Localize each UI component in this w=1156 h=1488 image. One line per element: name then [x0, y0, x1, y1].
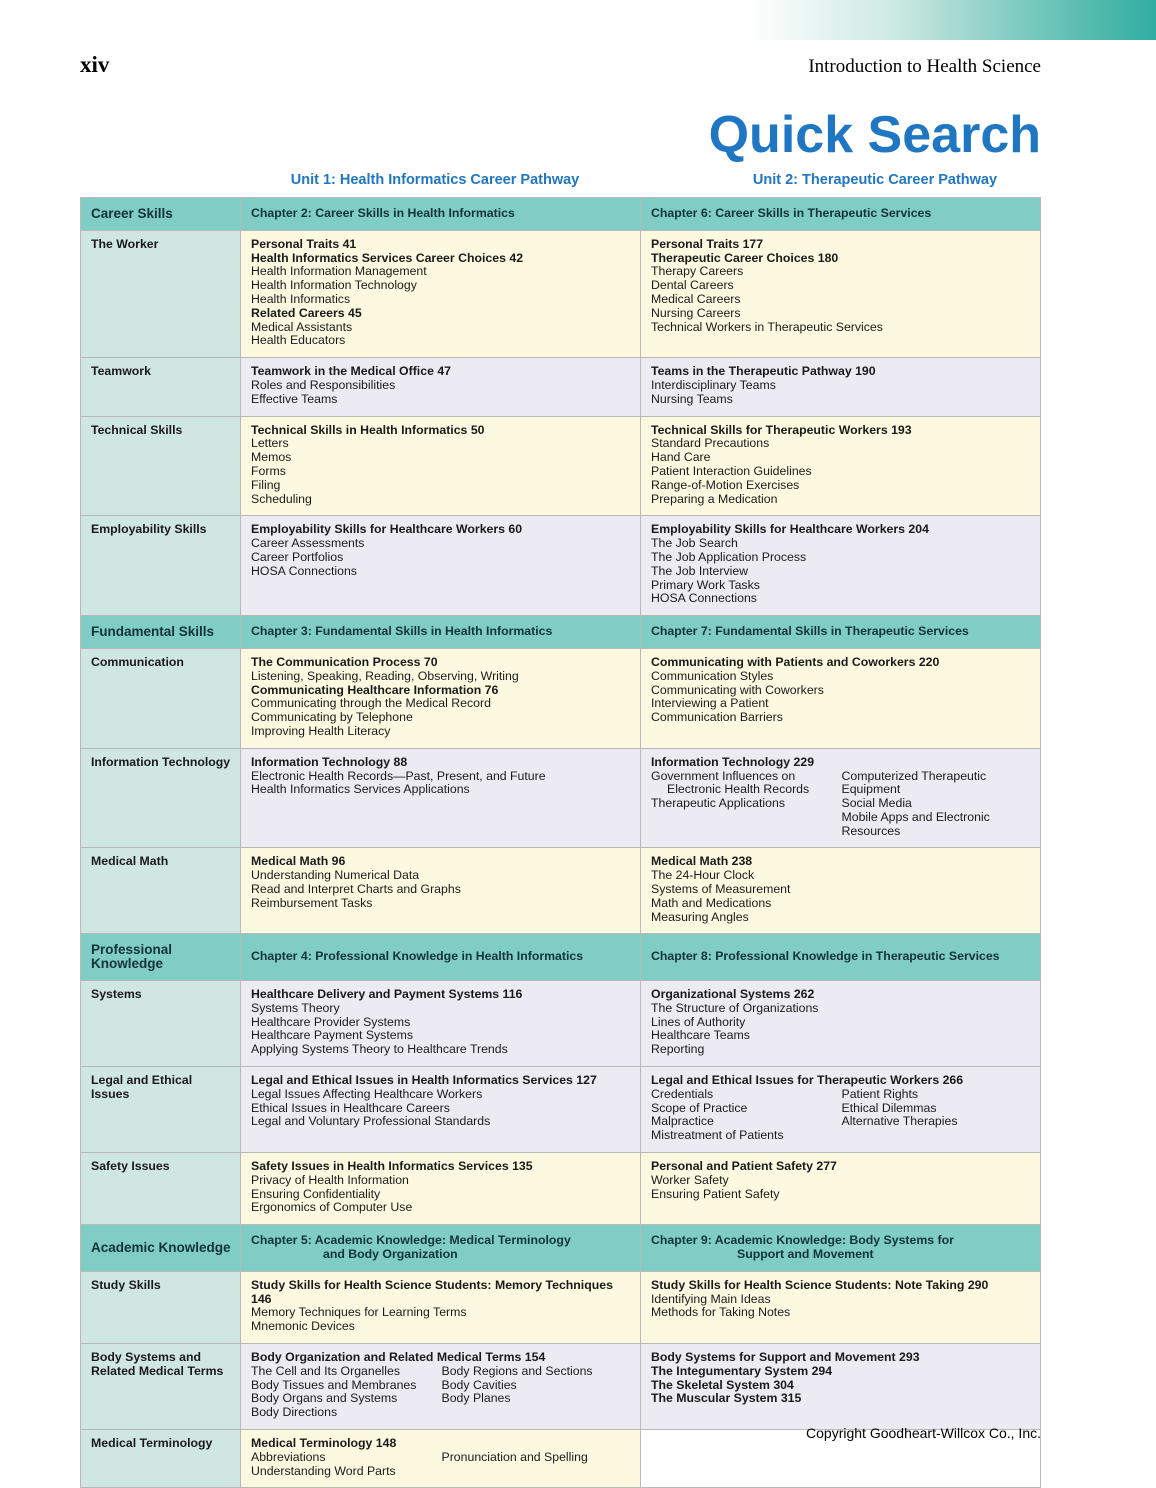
entry-heading: Teamwork in the Medical Office 47	[251, 364, 451, 379]
entry-sub: Range-of-Motion Exercises	[651, 477, 800, 492]
cell-technical-skills-unit1	[241, 416, 641, 516]
entry-heading: Employability Skills for Healthcare Workers 60	[251, 522, 523, 537]
table-row	[81, 648, 1041, 748]
entry-sub: Mobile Apps and Electronic Resources	[841, 809, 990, 838]
chapter-line-1: Chapter 9: Academic Knowledge: Body Systems for	[651, 1233, 954, 1248]
table-row	[81, 981, 1041, 1067]
cell-systems-unit1	[241, 981, 641, 1067]
entry-sub: Worker Safety	[651, 1172, 729, 1187]
copyright-notice: Copyright Goodheart-Willcox Co., Inc.	[806, 1425, 1041, 1441]
entry-sub: Interdisciplinary Teams	[651, 377, 776, 392]
cell-employability-unit1	[241, 516, 641, 616]
table-row	[81, 1271, 1041, 1343]
section-label: Professional Knowledge	[81, 934, 241, 981]
row-label-safety-issues: Safety Issues	[81, 1153, 241, 1225]
page-number: xiv	[80, 52, 110, 77]
section-chapter-unit1: Chapter 2: Career Skills in Health Informatics	[241, 198, 641, 231]
cell-study-skills-unit1	[241, 1271, 641, 1343]
running-head: Introduction to Health Science	[808, 56, 1041, 77]
cell-teamwork-unit2	[641, 358, 1041, 416]
cell-employability-unit2	[641, 516, 1041, 616]
entry-sub: Primary Work Tasks	[651, 577, 760, 592]
entry-heading: Information Technology 229	[651, 754, 815, 769]
entry-sub: Privacy of Health Information	[251, 1172, 409, 1187]
entry-sub: Reporting	[651, 1042, 705, 1057]
entry-heading: The Muscular System 315	[651, 1391, 802, 1406]
entry-sub: The Job Application Process	[651, 549, 807, 564]
cell-study-skills-unit2	[641, 1271, 1041, 1343]
table-row	[81, 1344, 1041, 1430]
entry-heading: Study Skills for Health Science Students: Memory Techniques 146	[251, 1277, 613, 1306]
entry-sub: Career Assessments	[251, 536, 365, 551]
row-label-study-skills: Study Skills	[81, 1271, 241, 1343]
entry-heading: Legal and Ethical Issues for Therapeutic Workers 266	[651, 1073, 964, 1088]
entry-heading: Personal and Patient Safety 277	[651, 1159, 837, 1174]
row-label-the-worker: The Worker	[81, 230, 241, 357]
entry-sub: Body Cavities	[441, 1377, 517, 1392]
entry-sub: Listening, Speaking, Reading, Observing, Writing	[251, 668, 519, 683]
chapter-line-2: Support and Movement	[737, 1247, 874, 1262]
entry-sub: Alternative Therapies	[841, 1114, 958, 1129]
cell-communication-unit1	[241, 648, 641, 748]
entry-heading: Therapeutic Career Choices 180	[651, 250, 839, 265]
cell-safety-unit1	[241, 1153, 641, 1225]
entry-sub: Communicating with Coworkers	[651, 682, 824, 697]
section-chapter-unit2: Chapter 8: Professional Knowledge in Therapeutic Services	[641, 934, 1041, 981]
row-label-systems: Systems	[81, 981, 241, 1067]
entry-sub: Identifying Main Ideas	[651, 1291, 771, 1306]
entry-heading: Communicating Healthcare Information 76	[251, 682, 499, 697]
entry-sub: Medical Assistants	[251, 319, 353, 334]
entry-sub: Understanding Numerical Data	[251, 868, 420, 883]
entry-sub: HOSA Connections	[251, 563, 357, 578]
entry-sub: Malpractice	[651, 1114, 714, 1129]
entry-sub: Improving Health Literacy	[251, 723, 391, 738]
entry-heading: Medical Math 96	[251, 854, 346, 869]
entry-sub: Therapeutic Applications	[651, 796, 785, 811]
entry-heading: Technical Skills in Health Informatics 50	[251, 422, 485, 437]
cell-medical-math-unit1	[241, 848, 641, 934]
entry-sub: Medical Careers	[651, 291, 741, 306]
entry-sub: Body Planes	[441, 1391, 511, 1406]
entry-sub: Healthcare Provider Systems	[251, 1014, 411, 1029]
table-row	[81, 230, 1041, 357]
entry-sub: Measuring Angles	[651, 909, 749, 924]
section-label: Fundamental Skills	[81, 616, 241, 649]
unit-2-heading: Unit 2: Therapeutic Career Pathway	[752, 172, 998, 188]
row-label-body-systems: Body Systems and Related Medical Terms	[81, 1344, 241, 1430]
entry-heading: Healthcare Delivery and Payment Systems 116	[251, 987, 523, 1002]
row-label-medical-math: Medical Math	[81, 848, 241, 934]
entry-heading: Related Careers 45	[251, 305, 362, 320]
entry-sub: Health Informatics Services Applications	[251, 782, 470, 797]
entry-sub: Understanding Word Parts	[251, 1463, 396, 1478]
entry-sub: Government Influences on	[651, 768, 796, 783]
entry-sub: Roles and Responsibilities	[251, 377, 396, 392]
entry-sub: Effective Teams	[251, 391, 338, 406]
cell-safety-unit2	[641, 1153, 1041, 1225]
entry-sub: Communication Barriers	[651, 710, 783, 725]
header-gradient-decoration	[746, 0, 1156, 40]
entry-heading: Study Skills for Health Science Students: Note Taking 290	[651, 1277, 989, 1292]
entry-sub: Legal Issues Affecting Healthcare Workers	[251, 1086, 483, 1101]
entry-sub: Mnemonic Devices	[251, 1319, 355, 1334]
entry-sub: Reimbursement Tasks	[251, 895, 373, 910]
section-label: Career Skills	[81, 198, 241, 231]
section-header-fundamental-skills	[81, 616, 1041, 649]
entry-sub: The Job Search	[651, 536, 738, 551]
chapter-line-2: and Body Organization	[323, 1247, 458, 1262]
entry-sub: Ensuring Confidentiality	[251, 1186, 381, 1201]
entry-sub: Interviewing a Patient	[651, 696, 769, 711]
entry-sub: Healthcare Teams	[651, 1028, 750, 1043]
cell-teamwork-unit1	[241, 358, 641, 416]
entry-sub: Therapy Careers	[651, 264, 744, 279]
row-label-teamwork: Teamwork	[81, 358, 241, 416]
entry-sub: Pronunciation and Spelling	[441, 1449, 588, 1464]
entry-sub: Communicating by Telephone	[251, 710, 413, 725]
entry-heading: The Communication Process 70	[251, 654, 438, 669]
section-chapter-unit2: Chapter 7: Fundamental Skills in Therapeutic Services	[641, 616, 1041, 649]
entry-sub: Social Media	[841, 796, 912, 811]
page-title: Quick Search	[708, 106, 1041, 164]
entry-sub: Health Educators	[251, 333, 346, 348]
entry-heading: Organizational Systems 262	[651, 987, 815, 1002]
table-row	[81, 1153, 1041, 1225]
entry-sub: Health Information Management	[251, 264, 427, 279]
entry-sub: Memory Techniques for Learning Terms	[251, 1305, 467, 1320]
chapter-line-1: Chapter 5: Academic Knowledge: Medical Terminology	[251, 1233, 571, 1248]
cell-worker-unit2	[641, 230, 1041, 357]
entry-sub: The Structure of Organizations	[651, 1000, 819, 1015]
cell-communication-unit2	[641, 648, 1041, 748]
entry-heading: Communicating with Patients and Coworkers 220	[651, 654, 940, 669]
entry-sub: Healthcare Payment Systems	[251, 1028, 413, 1043]
entry-heading: Medical Math 238	[651, 854, 753, 869]
cell-body-systems-unit2	[641, 1344, 1041, 1430]
entry-sub: The 24-Hour Clock	[651, 868, 755, 883]
entry-sub: Applying Systems Theory to Healthcare Trends	[251, 1042, 508, 1057]
entry-sub: Ensuring Patient Safety	[651, 1186, 780, 1201]
entry-sub: Patient Rights	[841, 1086, 919, 1101]
section-header-career-skills	[81, 198, 1041, 231]
entry-sub: HOSA Connections	[651, 591, 757, 606]
entry-sub: Standard Precautions	[651, 436, 770, 451]
entry-sub: Systems of Measurement	[651, 882, 791, 897]
entry-sub: Systems Theory	[251, 1000, 340, 1015]
entry-heading: Health Informatics Services Career Choices 42	[251, 250, 524, 265]
entry-sub: Nursing Careers	[651, 305, 741, 320]
entry-sub: Legal and Voluntary Professional Standards	[251, 1114, 491, 1129]
entry-sub: Communication Styles	[651, 668, 774, 683]
entry-sub: Health Information Technology	[251, 278, 417, 293]
quick-search-table	[80, 197, 1041, 1488]
cell-information-technology-unit1	[241, 748, 641, 848]
entry-heading: Body Systems for Support and Movement 293	[651, 1350, 920, 1364]
section-header-academic-knowledge	[81, 1225, 1041, 1272]
entry-heading: Body Organization and Related Medical Terms 154	[251, 1350, 546, 1364]
entry-sub: Letters	[251, 436, 289, 451]
entry-sub: Body Directions	[251, 1405, 338, 1420]
entry-heading: Personal Traits 177	[651, 236, 764, 251]
section-chapter-unit1: Chapter 3: Fundamental Skills in Health Informatics	[241, 616, 641, 649]
entry-heading: Information Technology 88	[251, 754, 408, 769]
entry-sub: Credentials	[651, 1086, 714, 1101]
entry-heading: Medical Terminology 148	[251, 1435, 397, 1450]
cell-legal-ethical-unit2	[641, 1067, 1041, 1153]
entry-heading: The Integumentary System 294	[651, 1363, 833, 1378]
row-label-legal-and-ethical-issues: Legal and Ethical Issues	[81, 1067, 241, 1153]
row-label-employability-skills: Employability Skills	[81, 516, 241, 616]
cell-information-technology-unit2	[641, 748, 1041, 848]
table-row	[81, 516, 1041, 616]
entry-sub: Preparing a Medication	[651, 491, 778, 506]
entry-sub: Memos	[251, 450, 292, 465]
row-label-communication: Communication	[81, 648, 241, 748]
entry-sub: Ethical Dilemmas	[841, 1100, 937, 1115]
entry-sub: Mistreatment of Patients	[651, 1128, 784, 1143]
table-row	[81, 1067, 1041, 1153]
entry-sub: Math and Medications	[651, 895, 772, 910]
entry-sub: Career Portfolios	[251, 549, 344, 564]
entry-sub: The Job Interview	[651, 563, 749, 578]
entry-heading: Safety Issues in Health Informatics Services 135	[251, 1159, 533, 1174]
entry-sub: Filing	[251, 477, 281, 492]
entry-sub: Communicating through the Medical Record	[251, 696, 491, 711]
entry-heading: Employability Skills for Healthcare Workers 204	[651, 522, 929, 537]
row-label-medical-terminology: Medical Terminology	[81, 1429, 241, 1487]
entry-heading: Personal Traits 41	[251, 236, 357, 251]
row-label-information-technology: Information Technology	[81, 748, 241, 848]
entry-sub: Scope of Practice	[651, 1100, 748, 1115]
entry-sub: Electronic Health Records	[667, 782, 810, 797]
entry-sub: Body Organs and Systems	[251, 1391, 398, 1406]
entry-sub: Health Informatics	[251, 291, 351, 306]
section-header-professional-knowledge	[81, 934, 1041, 981]
unit-headings	[80, 172, 1040, 194]
table-row	[81, 848, 1041, 934]
entry-sub: Hand Care	[651, 450, 711, 465]
entry-heading: The Skeletal System 304	[651, 1377, 794, 1392]
entry-sub: Body Tissues and Membranes	[251, 1377, 417, 1392]
cell-worker-unit1	[241, 230, 641, 357]
entry-sub: Patient Interaction Guidelines	[651, 463, 812, 478]
section-chapter-unit1: Chapter 4: Professional Knowledge in Health Informatics	[241, 934, 641, 981]
section-chapter-unit2	[641, 1225, 1041, 1272]
cell-medical-math-unit2	[641, 848, 1041, 934]
entry-sub: The Cell and Its Organelles	[251, 1363, 401, 1378]
entry-sub: Technical Workers in Therapeutic Services	[651, 319, 883, 334]
entry-sub: Abbreviations	[251, 1449, 326, 1464]
section-chapter-unit1	[241, 1225, 641, 1272]
entry-sub: Computerized Therapeutic Equipment	[841, 768, 987, 797]
section-chapter-unit2: Chapter 6: Career Skills in Therapeutic Services	[641, 198, 1041, 231]
entry-sub: Ergonomics of Computer Use	[251, 1200, 413, 1215]
cell-legal-ethical-unit1	[241, 1067, 641, 1153]
unit-1-heading: Unit 1: Health Informatics Career Pathway	[290, 172, 580, 188]
entry-sub: Lines of Authority	[651, 1014, 746, 1029]
cell-body-systems-unit1	[241, 1344, 641, 1430]
entry-sub: Ethical Issues in Healthcare Careers	[251, 1100, 450, 1115]
entry-sub: Forms	[251, 463, 286, 478]
entry-sub: Methods for Taking Notes	[651, 1305, 791, 1320]
entry-sub: Body Regions and Sections	[441, 1363, 593, 1378]
section-label: Academic Knowledge	[81, 1225, 241, 1272]
row-label-technical-skills: Technical Skills	[81, 416, 241, 516]
entry-heading: Technical Skills for Therapeutic Workers 193	[651, 422, 912, 437]
entry-sub: Dental Careers	[651, 278, 734, 293]
table-row	[81, 748, 1041, 848]
entry-sub: Electronic Health Records—Past, Present, and Future	[251, 768, 546, 783]
table-row	[81, 358, 1041, 416]
entry-sub: Nursing Teams	[651, 391, 733, 406]
entry-sub: Scheduling	[251, 491, 312, 506]
entry-heading: Teams in the Therapeutic Pathway 190	[651, 364, 876, 379]
cell-technical-skills-unit2	[641, 416, 1041, 516]
table-row	[81, 416, 1041, 516]
cell-systems-unit2	[641, 981, 1041, 1067]
entry-heading: Legal and Ethical Issues in Health Informatics Services 127	[251, 1073, 597, 1088]
entry-sub: Read and Interpret Charts and Graphs	[251, 882, 461, 897]
